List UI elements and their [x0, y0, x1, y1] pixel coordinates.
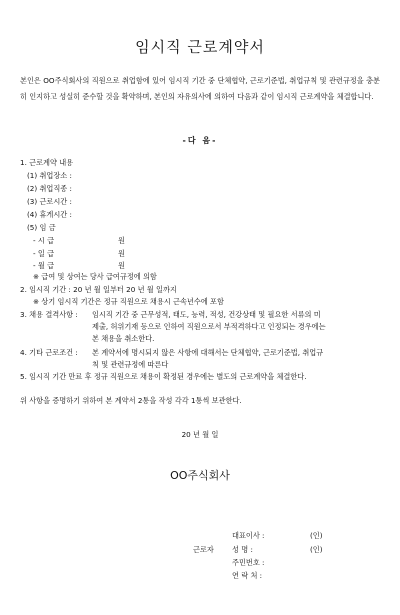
daily-wage-label: - 일 급 — [33, 249, 55, 258]
worker-label: 근로자 — [193, 545, 214, 554]
resident-number-label: 주민번호 : — [232, 558, 265, 567]
workplace-label: (1) 취업장소 : — [27, 171, 72, 180]
worker-seal: (인) — [310, 545, 323, 554]
representative-label: 대표이사 : — [232, 531, 265, 540]
representative-seal: (인) — [310, 531, 323, 540]
intro-paragraph: 본인은 OO주식회사의 직원으로 취업함에 있어 임시직 기간 중 단체협약, 근로기준법, 취업규칙 및 관련규정을 충분히 인지하고 성실히 준수할 것을 확약하며, 본인의 자유의사에 의하여 다음과 같이 임시직 근로계약을 체결합니다. — [20, 76, 380, 101]
section-4-line-2: 칙 및 관련규정에 따른다 — [92, 360, 169, 369]
section-4-label: 4. 기타 근로조건 : — [20, 348, 78, 357]
monthly-wage-unit: 원 — [118, 261, 125, 270]
contract-date: 20 년 월 일 — [181, 430, 219, 439]
company-name: OO주식회사 — [170, 469, 230, 482]
section-3-line-3: 본 채용을 취소한다. — [92, 334, 155, 343]
contact-label: 연 락 처 : — [232, 571, 263, 580]
period-note: ※ 상기 임시직 기간은 정규 직원으로 채용시 근속년수에 포함 — [33, 297, 224, 306]
section-1-title: 1. 근로계약 내용 — [20, 158, 74, 167]
section-4-line-1: 본 계약서에 명시되지 않은 사항에 대해서는 단체협약, 근로기준법, 취업규 — [92, 348, 324, 357]
work-hours-label: (3) 근로시간 : — [27, 197, 72, 206]
document-title: 임시직 근로계약서 — [135, 38, 265, 56]
section-3-line-2: 제출, 허위기재 등으로 인하여 직원으로서 부적격하다고 인정되는 경우에는 — [92, 322, 326, 331]
wage-note: ※ 급여 및 상여는 당사 급여규정에 의함 — [33, 272, 157, 281]
worker-name-label: 성 명 : — [232, 545, 253, 554]
daily-wage-unit: 원 — [118, 249, 125, 258]
section-heading: -다 음- — [182, 136, 218, 145]
break-time-label: (4) 휴게시간 : — [27, 210, 72, 219]
wage-label: (5) 임 금 — [27, 223, 56, 232]
section-5-text: 5. 임시직 기간 만료 후 정규 직원으로 채용이 확정된 경우에는 별도의 근로계약을 체결한다. — [20, 372, 307, 381]
closing-statement: 위 사항을 증명하기 위하여 본 계약서 2통을 작성 각각 1통씩 보관한다. — [20, 396, 242, 405]
section-3-label: 3. 채용 결격사항 : — [20, 310, 78, 319]
section-2-period: 2. 임시직 기간 : 20 년 월 일부터 20 년 월 일까지 — [20, 285, 177, 294]
section-3-line-1: 임시직 기간 중 근무성적, 태도, 능력, 적성, 건강상태 및 필요한 서류의 미 — [92, 310, 321, 319]
monthly-wage-label: - 월 급 — [33, 261, 55, 270]
hourly-wage-label: - 시 급 — [33, 236, 55, 245]
job-type-label: (2) 취업직종 : — [27, 184, 72, 193]
hourly-wage-unit: 원 — [118, 236, 125, 245]
